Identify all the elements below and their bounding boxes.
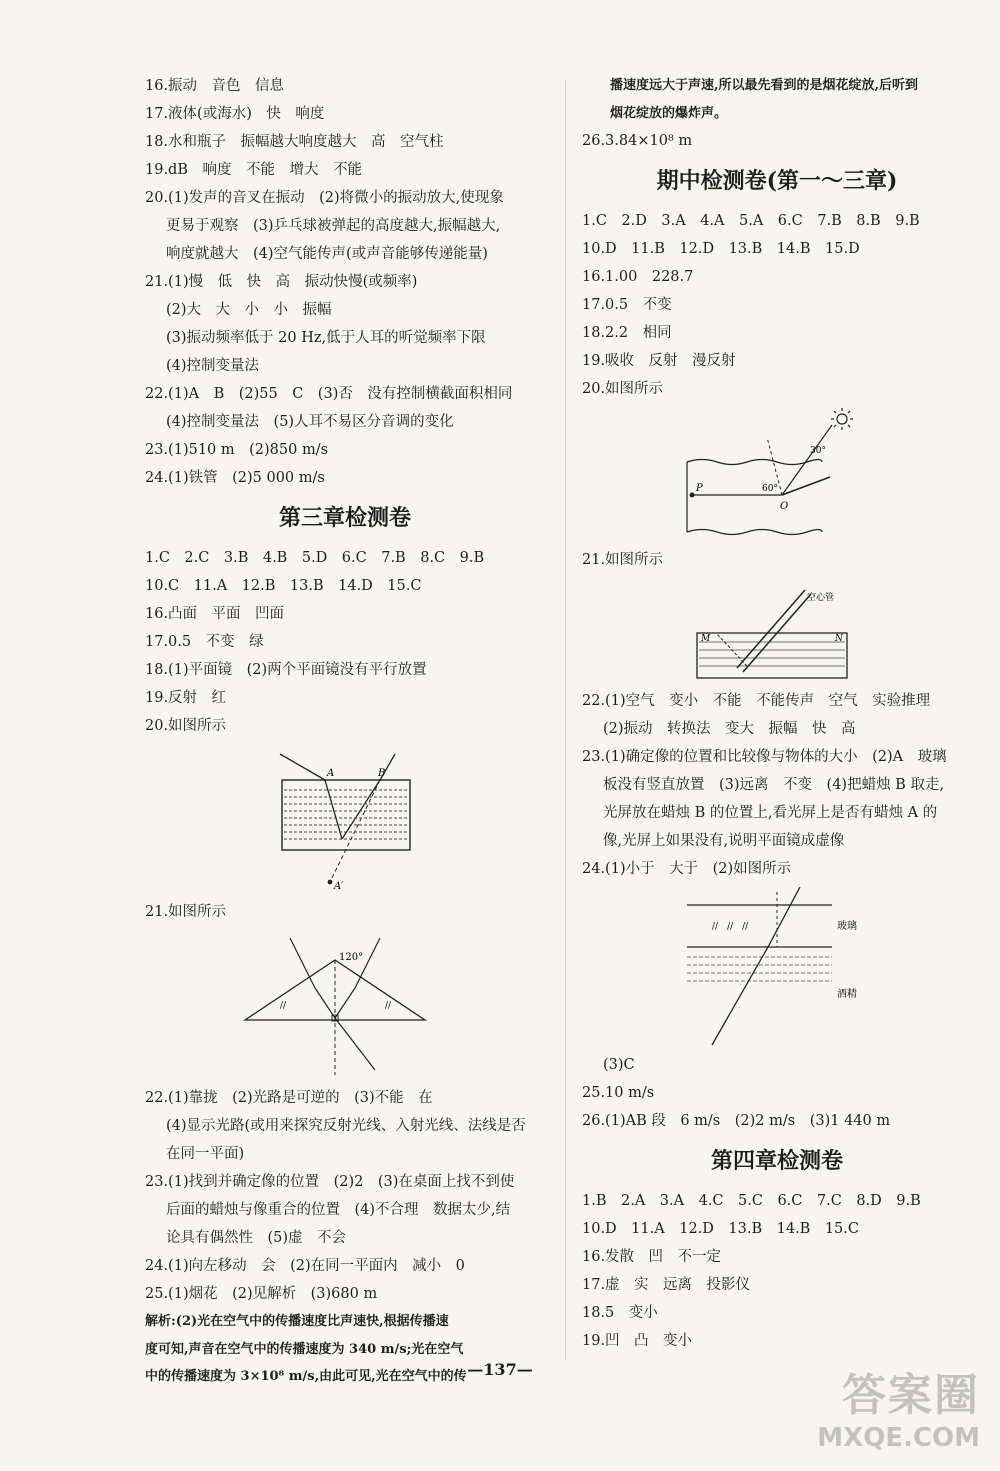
svg-text:玻璃: 玻璃 xyxy=(837,921,857,932)
q26-answer: 26.3.84×10⁸ m xyxy=(582,133,693,149)
answer-line: 19.dB 响度 不能 增大 不能 xyxy=(145,162,362,178)
answer-line: (2)振动 转换法 变大 振幅 快 高 xyxy=(603,721,856,737)
answer-line: (4)控制变量法 (5)人耳不易区分音调的变化 xyxy=(166,414,454,430)
answer-line: 23.(1)510 m (2)850 m/s xyxy=(145,442,329,458)
answer-line: (4)显示光路(或用来探究反射光线、入射光线、法线是否 xyxy=(166,1118,526,1134)
heading-chapter3-test: 第三章检测卷 xyxy=(278,505,411,531)
left-answers-chapter2 xyxy=(145,72,545,492)
figure-hollow-tube xyxy=(687,578,867,683)
answer-line: 10.C 11.A 12.B 13.B 14.D 15.C xyxy=(145,578,422,594)
answer-line: 17.液体(或海水) 快 响度 xyxy=(145,106,325,122)
answer-line: 论具有偶然性 (5)虚 不会 xyxy=(166,1230,347,1246)
answer-line: 10.D 11.B 12.D 13.B 14.B 15.D xyxy=(582,241,860,257)
answer-line: 像,光屏上如果没有,说明平面镜成虚像 xyxy=(603,833,845,849)
answer-line: 16.振动 音色 信息 xyxy=(145,78,285,94)
answer-line: 18.2.2 相同 xyxy=(582,325,672,341)
answer-line: 中的传播速度为 3×10⁸ m/s,由此可见,光在空气中的传 xyxy=(145,1369,467,1384)
answer-line: 26.(1)AB 段 6 m/s (2)2 m/s (3)1 440 m xyxy=(582,1113,891,1129)
answer-line: 更易于观察 (3)乒乓球被弹起的高度越大,振幅越大, xyxy=(166,218,501,234)
right-explanation-cont xyxy=(582,72,972,127)
answer-line: 16.1.00 228.7 xyxy=(582,269,694,285)
svg-text:空心管: 空心管 xyxy=(807,593,835,603)
left-answers-cont xyxy=(145,1084,545,1308)
answer-line: (3)C xyxy=(603,1057,635,1073)
figure-glass-alcohol xyxy=(682,887,872,1047)
answer-line: 后面的蜡烛与像重合的位置 (4)不合理 数据太少,结 xyxy=(166,1202,511,1218)
answer-line: 18.(1)平面镜 (2)两个平面镜没有平行放置 xyxy=(145,662,427,678)
svg-text:// // //: // // // xyxy=(712,922,749,932)
answer-line: 17.0.5 不变 绿 xyxy=(145,634,264,650)
answer-line: 18.水和瓶子 振幅越大响度越大 高 空气柱 xyxy=(145,134,444,150)
svg-text:60°: 60° xyxy=(762,484,778,494)
answer-line: 23.(1)确定像的位置和比较像与物体的大小 (2)A 玻璃 xyxy=(582,749,947,765)
left-column xyxy=(145,72,545,1391)
answer-line: 烟花绽放的爆炸声。 xyxy=(610,105,728,121)
svg-text:P: P xyxy=(696,483,703,494)
svg-text:B: B xyxy=(378,768,386,779)
answer-line: 20.如图所示 xyxy=(145,718,227,734)
answer-line: 在同一平面) xyxy=(166,1146,245,1162)
svg-text:M: M xyxy=(701,634,711,644)
page-number: —137— xyxy=(467,1360,533,1379)
svg-text:A: A xyxy=(327,768,335,779)
right-column xyxy=(582,72,972,1355)
answer-line: (2)大 大 小 小 振幅 xyxy=(166,302,332,318)
answer-line: 1.B 2.A 3.A 4.C 5.C 6.C 7.C 8.D 9.B xyxy=(582,1193,921,1209)
column-divider xyxy=(565,80,566,1360)
right-answers-q24-26 xyxy=(582,1051,972,1135)
answer-line: 25.10 m/s xyxy=(582,1085,655,1101)
answer-line: (3)振动频率低于 20 Hz,低于人耳的听觉频率下限 xyxy=(166,330,486,346)
heading-midterm-test: 期中检测卷(第一～三章) xyxy=(656,168,898,194)
right-answers-midterm-cont xyxy=(582,687,972,883)
answer-line: 16.凸面 平面 凹面 xyxy=(145,606,285,622)
answer-line: 24.(1)向左移动 会 (2)在同一平面内 减小 0 xyxy=(145,1258,465,1274)
answer-line: 22.(1)靠拢 (2)光路是可逆的 (3)不能 在 xyxy=(145,1090,433,1106)
answer-line: 17.虚 实 远离 投影仪 xyxy=(582,1277,751,1293)
answer-line: 17.0.5 不变 xyxy=(582,297,672,313)
svg-text://: // xyxy=(385,1001,392,1011)
answer-line: 光屏放在蜡烛 B 的位置上,看光屏上是否有蜡烛 A 的 xyxy=(603,805,938,821)
answer-line: 20.如图所示 xyxy=(582,381,664,397)
left-answers-chapter3 xyxy=(145,544,545,740)
answer-line: 播速度远大于声速,所以最先看到的是烟花绽放,后听到 xyxy=(610,78,919,93)
right-answers-midterm xyxy=(582,207,972,403)
answer-line: 解析:(2)光在空气中的传播速度比声速快,根据传播速 xyxy=(145,1314,449,1329)
answer-line: 23.(1)找到并确定像的位置 (2)2 (3)在桌面上找不到使 xyxy=(145,1174,515,1190)
answer-line: 19.吸收 反射 漫反射 xyxy=(582,353,736,369)
figure-mirror-sun xyxy=(682,407,872,542)
answer-line: 响度就越大 (4)空气能传声(或声音能够传递能量) xyxy=(166,246,488,262)
q21-label: 21.如图所示 xyxy=(145,904,227,920)
answer-line: 16.发散 凹 不一定 xyxy=(582,1249,722,1265)
answer-line: 10.D 11.A 12.D 13.B 14.B 15.C xyxy=(582,1221,859,1237)
answer-line: 1.C 2.C 3.B 4.B 5.D 6.C 7.B 8.C 9.B xyxy=(145,550,485,566)
svg-text:30°: 30° xyxy=(810,446,826,456)
answer-line: 21.(1)慢 低 快 高 振动快慢(或频率) xyxy=(145,274,418,290)
svg-text:N: N xyxy=(835,634,843,644)
answer-line: 22.(1)空气 变小 不能 不能传声 空气 实验推理 xyxy=(582,693,931,709)
heading-chapter4-test: 第四章检测卷 xyxy=(710,1148,843,1174)
answer-line: 20.(1)发声的音叉在振动 (2)将微小的振动放大,使现象 xyxy=(145,190,504,206)
answer-line: 板没有竖直放置 (3)远离 不变 (4)把蜡烛 B 取走, xyxy=(603,777,945,793)
answer-line: (4)控制变量法 xyxy=(166,358,260,374)
watermark-logo: 答案圈 xyxy=(842,1370,980,1421)
answer-line: 24.(1)铁管 (2)5 000 m/s xyxy=(145,470,325,486)
figure-prism xyxy=(235,930,455,1080)
answer-line: 25.(1)烟花 (2)见解析 (3)680 m xyxy=(145,1286,378,1302)
figure-refraction-tank xyxy=(270,744,420,894)
watermark-url: MXQE.COM xyxy=(817,1423,980,1453)
answer-line: 度可知,声音在空气中的传播速度为 340 m/s;光在空气 xyxy=(145,1341,464,1357)
answer-line: 19.凹 凸 变小 xyxy=(582,1333,693,1349)
answer-line: 22.(1)A B (2)55 C (3)否 没有控制横截面积相同 xyxy=(145,386,513,402)
svg-text:酒精: 酒精 xyxy=(837,989,857,1000)
svg-text:A′: A′ xyxy=(334,881,344,892)
answer-line: 19.反射 红 xyxy=(145,690,227,706)
svg-text:O: O xyxy=(780,501,789,512)
svg-text://: // xyxy=(280,1001,287,1011)
answer-line: 1.C 2.D 3.A 4.A 5.A 6.C 7.B 8.B 9.B xyxy=(582,213,920,229)
mid-q21-label: 21.如图所示 xyxy=(582,552,664,568)
answer-line: 18.5 变小 xyxy=(582,1305,658,1321)
watermark xyxy=(817,1359,980,1453)
answer-line: 24.(1)小于 大于 (2)如图所示 xyxy=(582,861,792,877)
svg-text:120°: 120° xyxy=(339,952,364,963)
right-answers-chapter4 xyxy=(582,1187,972,1355)
